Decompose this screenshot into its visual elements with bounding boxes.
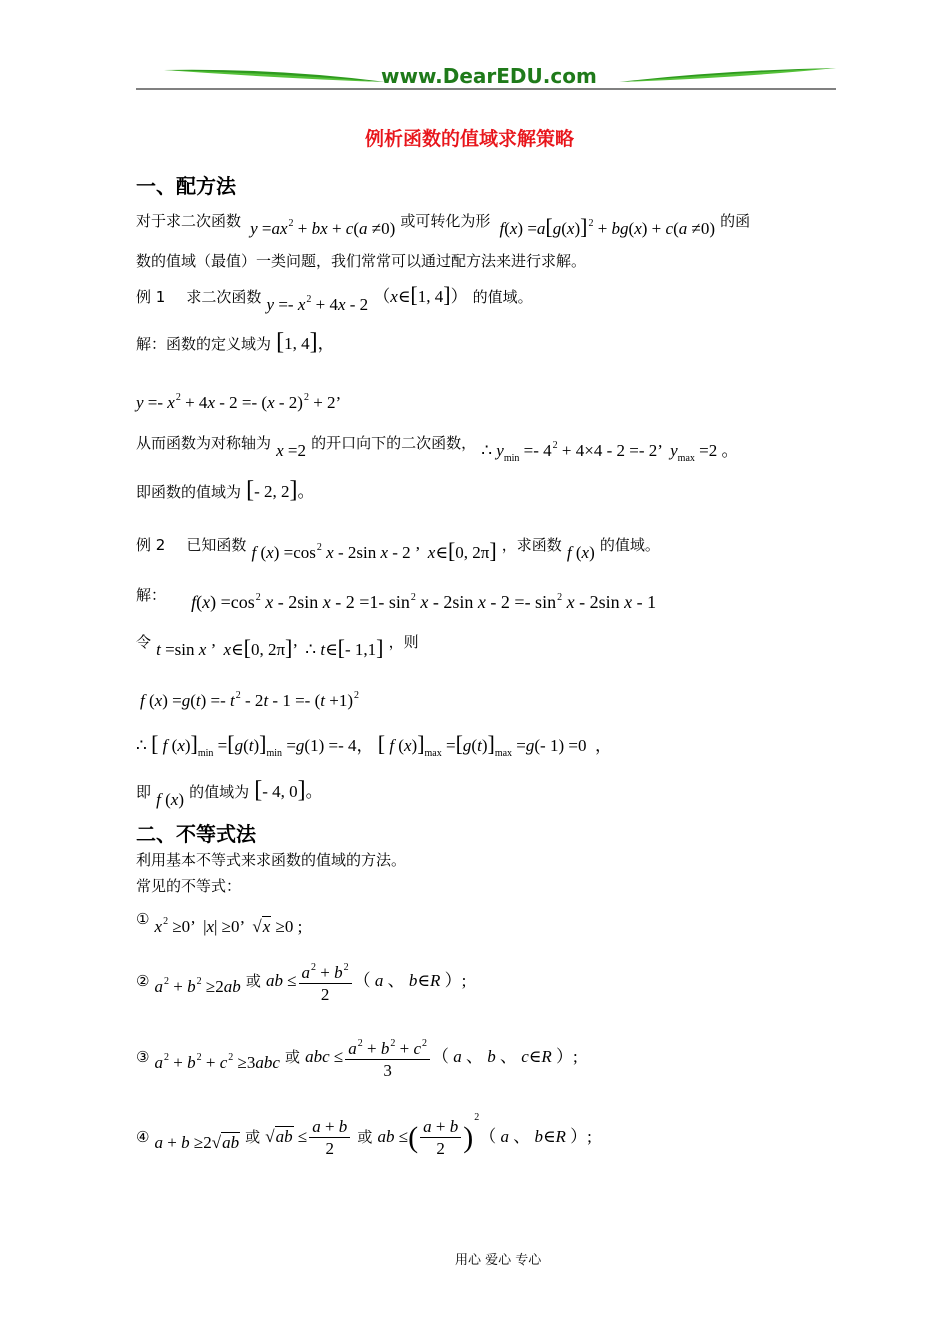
- inequality-1: ① $x^2 \ge 0$’ |x| ≥0’ √x ≥0 ;: [136, 910, 303, 936]
- section1-heading: 一、配方法: [136, 174, 236, 198]
- header-banner: [136, 60, 836, 94]
- solution-1-line-2: $y =- x^2 + 4x - 2 =- (x - 2)^2 + 2$’: [136, 392, 342, 412]
- solution-2-line-1: 解： $f(x) =\cos^2$ x - 2sin x - 2 =1- $\sin^2 x - 2\sin$ $x - 2 =- \sin^2 x - 2\sin$ x - 1: [136, 586, 657, 612]
- intro-line-2: 数的值域（最值）一类问题，我们常常可以通过配方法来进行求解。: [136, 252, 587, 270]
- site-logo-text: www.DearEDU.com: [381, 64, 597, 88]
- solution-2-line-5: 即 f (x) 的值域为 [- 4, 0]。: [136, 777, 323, 809]
- inequality-2: ② $a^2 + b^2 \ge 2ab$ 或 ab ≤ $\frac{a^2 + b^2}{2}$ （ a 、 b∈R ）;: [136, 958, 466, 1006]
- inequality-3: ③ $a^2 + b^2 + c^2 \ge 3abc$ 或 abc ≤ $\frac{a^2 + b^2 + c^2}{3}$ （ a 、 b 、 c∈R ）;: [136, 1034, 578, 1082]
- inequality-4: ④ a + b ≥2√ab 或 √ab ≤ $\frac{a + b}{2}$ 或 ab ≤( $\frac{a + b}{2}$ )$^2$（ a 、 b∈R ）;: [136, 1112, 592, 1158]
- formula-composite: $f(x) =a[g(x)]^2 + bg(x) + c(a \ne 0)$: [499, 214, 715, 239]
- solution-1-line-3: 从而函数为对称轴为 x =2 的开口向下的二次函数， ∴ $y_{min} =- 4^2 + 4\times 4 - 2 =- 2$’ $y_{max} =2$ 。: [136, 434, 739, 464]
- example-1: 例 1 求二次函数 $y =- x^2 + 4x - 2$ （x∈[1, 4]） 的值域。: [136, 282, 533, 314]
- solution-2-line-2: 令 t =sin x ’ x∈[0, 2π]’ ∴ t∈[- 1,1] ，则: [136, 633, 419, 660]
- document-title: 例析函数的值域求解策略: [365, 128, 575, 150]
- solution-1-line-4: 即函数的值域为 [- 2, 2]。: [136, 477, 315, 503]
- intro-line-1: 对于求二次函数 $y =ax^2$ + bx + c(a ≠0) 或可转化为形 $f(x) =a[g(x)]^2 + bg(x) + c(a \ne 0)$ 的函: [136, 212, 751, 239]
- solution-1-line-1: 解：函数的定义域为 [1, 4]，: [136, 329, 335, 355]
- formula-ex1: $y =- x^2 + 4x - 2$: [266, 294, 369, 314]
- solution-2-line-4: ∴ [ f $(x)]_{min} =[g(t)]_{min} =g(1) =- 4$， [ f $(x)]_{max} =[g(t)]_{max} =g(-$ 1) =0 ，: [136, 731, 612, 759]
- section2-line-2: 常见的不等式：: [136, 877, 242, 895]
- example-2: 例 2 已知函数 f $(x) =\cos^2$ x - 2sin x - 2 ’ x∈[0, 2π] ，求函数 f (x) 的值域。: [136, 536, 660, 563]
- page-footer: 用心 爱心 专心: [455, 1253, 542, 1268]
- formula-quadratic: $y =ax^2$ + bx + c(a ≠0): [250, 218, 396, 238]
- section2-line-1: 利用基本不等式来求函数的值域的方法。: [136, 851, 407, 869]
- solution-2-line-3: f $(x) =g(t) =- t^2 - 2t - 1 =- (t +1)^2$: [140, 690, 359, 710]
- section2-heading: 二、不等式法: [136, 822, 256, 846]
